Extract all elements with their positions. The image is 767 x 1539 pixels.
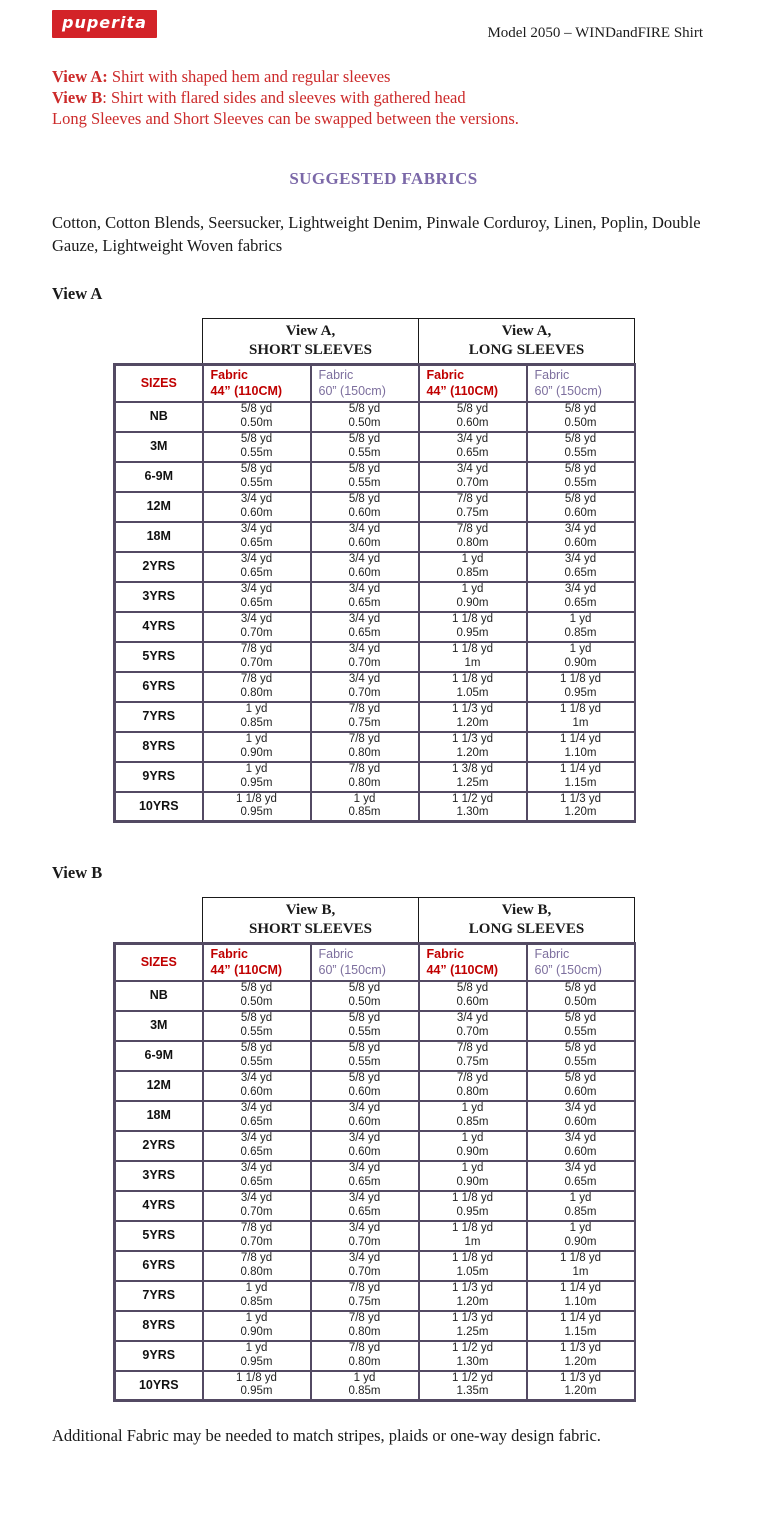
puperita-logo: puperita bbox=[52, 10, 157, 38]
yardage-cell: 1 1/3 yd 1.20m bbox=[527, 792, 635, 822]
view-b-section-label: View B bbox=[52, 863, 103, 882]
yardage-cell: 3/4 yd 0.60m bbox=[527, 522, 635, 552]
size-cell: 7YRS bbox=[115, 702, 203, 732]
table-row bbox=[115, 1371, 635, 1401]
table-row bbox=[115, 1071, 635, 1101]
yardage-cell: 5/8 yd 0.50m bbox=[311, 981, 419, 1011]
yardage-cell: 7/8 yd 0.80m bbox=[419, 1071, 527, 1101]
yardage-cell: 1 yd 0.90m bbox=[419, 1131, 527, 1161]
sizes-header-cell: SIZES bbox=[115, 944, 203, 981]
yardage-cell: 1 yd 0.90m bbox=[527, 642, 635, 672]
table-row bbox=[115, 981, 635, 1011]
yardage-cell: 1 yd 0.90m bbox=[419, 582, 527, 612]
table-row bbox=[115, 1191, 635, 1221]
table-row bbox=[115, 792, 635, 822]
yardage-cell: 7/8 yd 0.80m bbox=[311, 762, 419, 792]
yardage-cell: 7/8 yd 0.75m bbox=[419, 492, 527, 522]
table-row bbox=[115, 492, 635, 522]
fabric-column-header: Fabric 60” (150cm) bbox=[527, 365, 635, 402]
table-row bbox=[115, 612, 635, 642]
yardage-cell: 1 1/8 yd 0.95m bbox=[419, 1191, 527, 1221]
yardage-cell: 1 1/2 yd 1.30m bbox=[419, 792, 527, 822]
table-row bbox=[115, 552, 635, 582]
yardage-cell: 3/4 yd 0.65m bbox=[527, 1161, 635, 1191]
yardage-cell: 5/8 yd 0.60m bbox=[311, 492, 419, 522]
table-row bbox=[115, 462, 635, 492]
yardage-cell: 7/8 yd 0.80m bbox=[311, 1311, 419, 1341]
yardage-cell: 3/4 yd 0.60m bbox=[311, 522, 419, 552]
yardage-cell: 1 1/8 yd 0.95m bbox=[203, 792, 311, 822]
group-header-cell: View A, SHORT SLEEVES bbox=[203, 319, 419, 365]
table-row bbox=[115, 522, 635, 552]
yardage-cell: 5/8 yd 0.55m bbox=[527, 1011, 635, 1041]
yardage-cell: 7/8 yd 0.75m bbox=[419, 1041, 527, 1071]
size-cell: 3M bbox=[115, 432, 203, 462]
fabric-column-header: Fabric 44” (110CM) bbox=[203, 365, 311, 402]
size-cell: 12M bbox=[115, 1071, 203, 1101]
yardage-cell: 7/8 yd 0.75m bbox=[311, 702, 419, 732]
suggested-fabrics-heading: SUGGESTED FABRICS bbox=[289, 169, 478, 188]
yardage-cell: 3/4 yd 0.65m bbox=[203, 1101, 311, 1131]
yardage-cell: 5/8 yd 0.50m bbox=[527, 981, 635, 1011]
yardage-cell: 1 1/8 yd 1.05m bbox=[419, 1251, 527, 1281]
yardage-cell: 3/4 yd 0.65m bbox=[311, 1161, 419, 1191]
yardage-cell: 5/8 yd 0.55m bbox=[527, 432, 635, 462]
yardage-cell: 1 yd 0.85m bbox=[311, 792, 419, 822]
yardage-cell: 7/8 yd 0.70m bbox=[203, 1221, 311, 1251]
size-cell: 3YRS bbox=[115, 582, 203, 612]
yardage-cell: 1 1/8 yd 0.95m bbox=[527, 672, 635, 702]
size-cell: 4YRS bbox=[115, 1191, 203, 1221]
table-row bbox=[115, 1041, 635, 1071]
yardage-cell: 7/8 yd 0.80m bbox=[419, 522, 527, 552]
yardage-cell: 1 yd 0.85m bbox=[527, 1191, 635, 1221]
yardage-cell: 3/4 yd 0.70m bbox=[311, 1221, 419, 1251]
fabric-column-header: Fabric 44” (110CM) bbox=[203, 944, 311, 981]
table-corner-cell bbox=[115, 319, 203, 365]
view-a-fabric-table bbox=[113, 318, 636, 823]
yardage-cell: 1 yd 0.95m bbox=[203, 762, 311, 792]
yardage-cell: 3/4 yd 0.60m bbox=[527, 1101, 635, 1131]
yardage-cell: 3/4 yd 0.70m bbox=[419, 1011, 527, 1041]
table-row bbox=[115, 1161, 635, 1191]
yardage-cell: 3/4 yd 0.60m bbox=[527, 1131, 635, 1161]
size-cell: 7YRS bbox=[115, 1281, 203, 1311]
yardage-cell: 3/4 yd 0.65m bbox=[311, 1191, 419, 1221]
yardage-cell: 3/4 yd 0.65m bbox=[203, 522, 311, 552]
yardage-cell: 3/4 yd 0.70m bbox=[311, 642, 419, 672]
size-cell: 8YRS bbox=[115, 1311, 203, 1341]
size-cell: 6-9M bbox=[115, 462, 203, 492]
yardage-cell: 1 yd 0.90m bbox=[203, 1311, 311, 1341]
table-row bbox=[115, 582, 635, 612]
table-row bbox=[115, 672, 635, 702]
size-cell: 2YRS bbox=[115, 1131, 203, 1161]
yardage-cell: 1 yd 0.85m bbox=[203, 1281, 311, 1311]
yardage-cell: 1 1/8 yd 0.95m bbox=[419, 612, 527, 642]
group-header-cell: View A, LONG SLEEVES bbox=[419, 319, 635, 365]
size-cell: NB bbox=[115, 981, 203, 1011]
yardage-cell: 1 1/4 yd 1.15m bbox=[527, 762, 635, 792]
yardage-cell: 3/4 yd 0.70m bbox=[311, 1251, 419, 1281]
yardage-cell: 5/8 yd 0.50m bbox=[203, 402, 311, 432]
yardage-cell: 3/4 yd 0.60m bbox=[203, 1071, 311, 1101]
yardage-cell: 5/8 yd 0.60m bbox=[311, 1071, 419, 1101]
table-row bbox=[115, 1341, 635, 1371]
view-b-label: View B bbox=[52, 88, 103, 107]
view-a-description bbox=[52, 66, 715, 87]
view-b-description bbox=[52, 87, 715, 108]
yardage-cell: 1 yd 0.85m bbox=[419, 1101, 527, 1131]
sleeves-note bbox=[52, 108, 715, 129]
yardage-cell: 5/8 yd 0.55m bbox=[203, 1041, 311, 1071]
yardage-cell: 3/4 yd 0.70m bbox=[203, 612, 311, 642]
yardage-cell: 1 yd 0.85m bbox=[311, 1371, 419, 1401]
yardage-cell: 7/8 yd 0.70m bbox=[203, 642, 311, 672]
suggested-fabrics-list: Cotton, Cotton Blends, Seersucker, Lightweight Denim, Pinwale Corduroy, Linen, Poplin, Double Gauze, Lightweight Woven fabrics bbox=[52, 213, 701, 255]
table-row bbox=[115, 1281, 635, 1311]
fabric-column-header: Fabric 60” (150cm) bbox=[311, 944, 419, 981]
size-cell: 18M bbox=[115, 522, 203, 552]
yardage-cell: 7/8 yd 0.80m bbox=[311, 732, 419, 762]
table-row bbox=[115, 432, 635, 462]
table-row bbox=[115, 702, 635, 732]
yardage-cell: 7/8 yd 0.80m bbox=[203, 1251, 311, 1281]
yardage-cell: 5/8 yd 0.60m bbox=[527, 1071, 635, 1101]
view-a-section-label: View A bbox=[52, 284, 103, 303]
yardage-cell: 5/8 yd 0.55m bbox=[203, 432, 311, 462]
yardage-cell: 5/8 yd 0.55m bbox=[311, 462, 419, 492]
table-row bbox=[115, 1251, 635, 1281]
yardage-cell: 1 1/2 yd 1.30m bbox=[419, 1341, 527, 1371]
document-title: Model 2050 – WINDandFIRE Shirt bbox=[487, 25, 703, 41]
yardage-cell: 5/8 yd 0.55m bbox=[311, 1011, 419, 1041]
yardage-cell: 7/8 yd 0.75m bbox=[311, 1281, 419, 1311]
yardage-cell: 5/8 yd 0.50m bbox=[527, 402, 635, 432]
yardage-cell: 5/8 yd 0.55m bbox=[527, 1041, 635, 1071]
size-cell: 10YRS bbox=[115, 1371, 203, 1401]
view-a-label: View A: bbox=[52, 67, 108, 86]
size-cell: 6YRS bbox=[115, 1251, 203, 1281]
table-row bbox=[115, 732, 635, 762]
view-a-text: Shirt with shaped hem and regular sleeves bbox=[107, 67, 391, 86]
yardage-cell: 3/4 yd 0.60m bbox=[311, 1131, 419, 1161]
yardage-cell: 7/8 yd 0.80m bbox=[203, 672, 311, 702]
size-cell: 4YRS bbox=[115, 612, 203, 642]
yardage-cell: 5/8 yd 0.55m bbox=[311, 1041, 419, 1071]
yardage-cell: 1 1/3 yd 1.20m bbox=[527, 1371, 635, 1401]
yardage-cell: 1 1/8 yd 1.05m bbox=[419, 672, 527, 702]
yardage-cell: 1 yd 0.85m bbox=[203, 702, 311, 732]
yardage-cell: 1 1/4 yd 1.15m bbox=[527, 1311, 635, 1341]
yardage-cell: 3/4 yd 0.70m bbox=[311, 672, 419, 702]
yardage-cell: 5/8 yd 0.55m bbox=[203, 462, 311, 492]
yardage-cell: 1 1/3 yd 1.20m bbox=[419, 702, 527, 732]
table-row bbox=[115, 642, 635, 672]
table-row bbox=[115, 1101, 635, 1131]
table-row bbox=[115, 1221, 635, 1251]
yardage-cell: 1 1/3 yd 1.20m bbox=[419, 732, 527, 762]
size-cell: 18M bbox=[115, 1101, 203, 1131]
size-cell: 5YRS bbox=[115, 1221, 203, 1251]
yardage-cell: 5/8 yd 0.60m bbox=[419, 981, 527, 1011]
yardage-cell: 5/8 yd 0.55m bbox=[203, 1011, 311, 1041]
size-cell: 8YRS bbox=[115, 732, 203, 762]
size-cell: 2YRS bbox=[115, 552, 203, 582]
yardage-cell: 1 1/8 yd 1m bbox=[527, 702, 635, 732]
additional-fabric-note: Additional Fabric may be needed to match stripes, plaids or one-way design fabric. bbox=[52, 1426, 601, 1445]
yardage-cell: 1 1/2 yd 1.35m bbox=[419, 1371, 527, 1401]
yardage-cell: 1 1/3 yd 1.25m bbox=[419, 1311, 527, 1341]
yardage-cell: 1 yd 0.90m bbox=[203, 732, 311, 762]
yardage-cell: 3/4 yd 0.65m bbox=[203, 582, 311, 612]
table-row bbox=[115, 402, 635, 432]
size-cell: 3YRS bbox=[115, 1161, 203, 1191]
yardage-cell: 1 1/8 yd 1m bbox=[419, 642, 527, 672]
group-header-cell: View B, LONG SLEEVES bbox=[419, 898, 635, 944]
table-row bbox=[115, 1011, 635, 1041]
fabric-column-header: Fabric 60” (150cm) bbox=[311, 365, 419, 402]
yardage-cell: 3/4 yd 0.65m bbox=[203, 1131, 311, 1161]
yardage-cell: 5/8 yd 0.50m bbox=[203, 981, 311, 1011]
yardage-cell: 1 1/4 yd 1.10m bbox=[527, 732, 635, 762]
yardage-cell: 1 yd 0.90m bbox=[527, 1221, 635, 1251]
size-cell: 3M bbox=[115, 1011, 203, 1041]
size-cell: 5YRS bbox=[115, 642, 203, 672]
yardage-cell: 1 1/8 yd 1m bbox=[527, 1251, 635, 1281]
yardage-cell: 5/8 yd 0.55m bbox=[311, 432, 419, 462]
yardage-cell: 1 yd 0.90m bbox=[419, 1161, 527, 1191]
yardage-cell: 3/4 yd 0.60m bbox=[311, 1101, 419, 1131]
yardage-cell: 3/4 yd 0.70m bbox=[419, 462, 527, 492]
yardage-cell: 1 yd 0.85m bbox=[527, 612, 635, 642]
yardage-cell: 7/8 yd 0.80m bbox=[311, 1341, 419, 1371]
yardage-cell: 5/8 yd 0.60m bbox=[527, 492, 635, 522]
size-cell: 9YRS bbox=[115, 1341, 203, 1371]
sleeves-note-text: Long Sleeves and Short Sleeves can be swapped between the versions. bbox=[52, 109, 519, 128]
size-cell: 6YRS bbox=[115, 672, 203, 702]
yardage-cell: 3/4 yd 0.65m bbox=[311, 612, 419, 642]
view-b-fabric-table bbox=[113, 897, 636, 1402]
yardage-cell: 3/4 yd 0.65m bbox=[527, 552, 635, 582]
yardage-cell: 3/4 yd 0.65m bbox=[203, 1161, 311, 1191]
fabric-column-header: Fabric 60” (150cm) bbox=[527, 944, 635, 981]
size-cell: 10YRS bbox=[115, 792, 203, 822]
yardage-cell: 1 1/8 yd 1m bbox=[419, 1221, 527, 1251]
yardage-cell: 3/4 yd 0.60m bbox=[203, 492, 311, 522]
yardage-cell: 1 1/3 yd 1.20m bbox=[527, 1341, 635, 1371]
page-header bbox=[0, 0, 767, 42]
view-b-text: : Shirt with flared sides and sleeves with gathered head bbox=[102, 88, 466, 107]
size-cell: 6-9M bbox=[115, 1041, 203, 1071]
yardage-cell: 3/4 yd 0.60m bbox=[311, 552, 419, 582]
yardage-cell: 3/4 yd 0.65m bbox=[311, 582, 419, 612]
yardage-cell: 1 3/8 yd 1.25m bbox=[419, 762, 527, 792]
yardage-cell: 1 1/4 yd 1.10m bbox=[527, 1281, 635, 1311]
yardage-cell: 5/8 yd 0.50m bbox=[311, 402, 419, 432]
yardage-cell: 5/8 yd 0.55m bbox=[527, 462, 635, 492]
yardage-cell: 5/8 yd 0.60m bbox=[419, 402, 527, 432]
yardage-cell: 1 yd 0.95m bbox=[203, 1341, 311, 1371]
table-row bbox=[115, 1311, 635, 1341]
yardage-cell: 3/4 yd 0.65m bbox=[527, 582, 635, 612]
fabric-column-header: Fabric 44” (110CM) bbox=[419, 944, 527, 981]
size-cell: 9YRS bbox=[115, 762, 203, 792]
size-cell: 12M bbox=[115, 492, 203, 522]
table-corner-cell bbox=[115, 898, 203, 944]
yardage-cell: 3/4 yd 0.65m bbox=[203, 552, 311, 582]
table-row bbox=[115, 762, 635, 792]
fabric-column-header: Fabric 44” (110CM) bbox=[419, 365, 527, 402]
yardage-cell: 1 1/3 yd 1.20m bbox=[419, 1281, 527, 1311]
yardage-cell: 1 yd 0.85m bbox=[419, 552, 527, 582]
sizes-header-cell: SIZES bbox=[115, 365, 203, 402]
group-header-cell: View B, SHORT SLEEVES bbox=[203, 898, 419, 944]
yardage-cell: 3/4 yd 0.65m bbox=[419, 432, 527, 462]
size-cell: NB bbox=[115, 402, 203, 432]
yardage-cell: 3/4 yd 0.70m bbox=[203, 1191, 311, 1221]
view-descriptions bbox=[52, 66, 715, 129]
table-row bbox=[115, 1131, 635, 1161]
yardage-cell: 1 1/8 yd 0.95m bbox=[203, 1371, 311, 1401]
